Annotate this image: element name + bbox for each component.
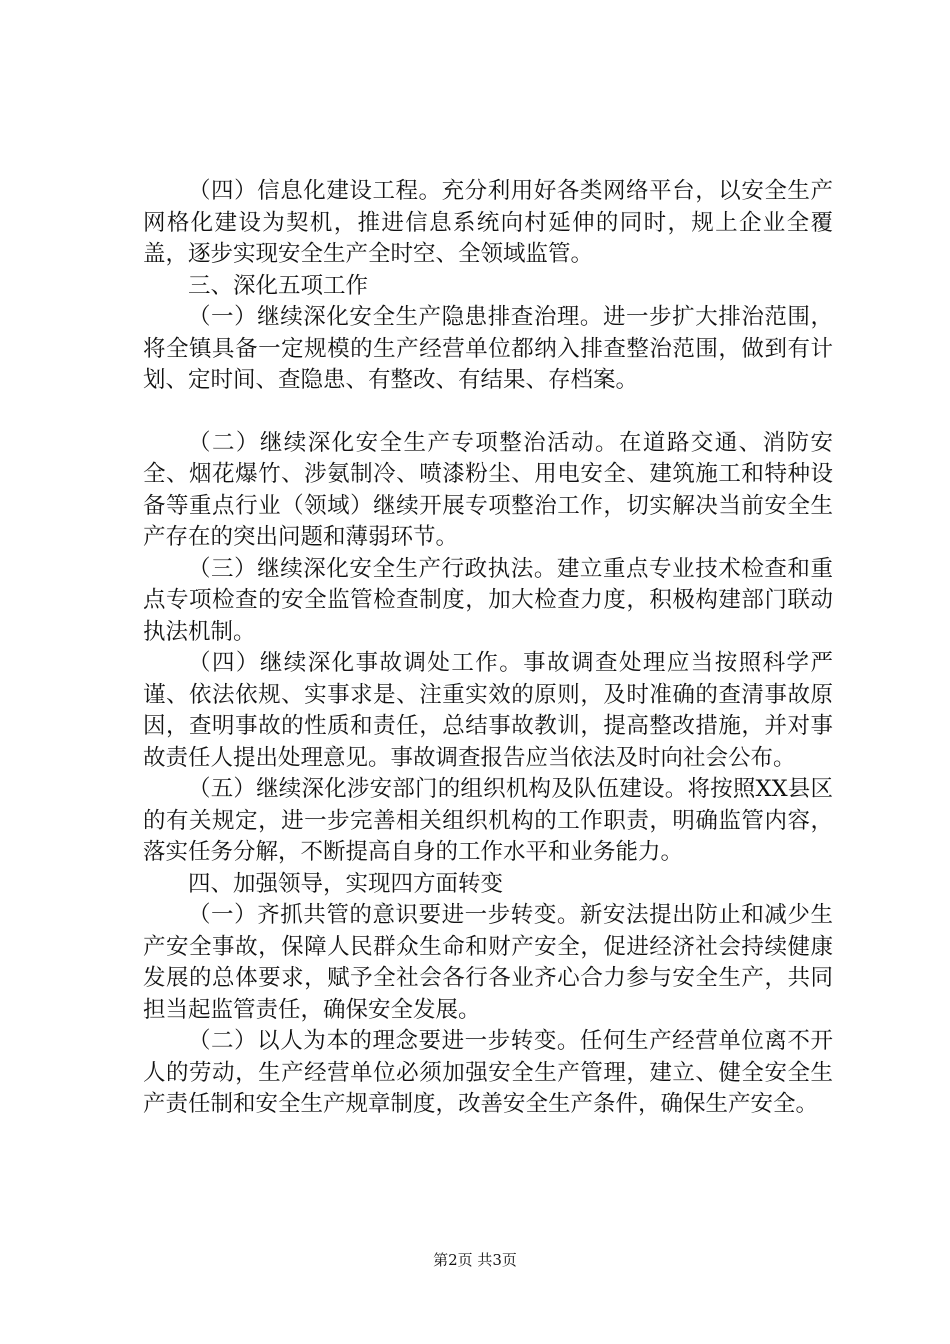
paragraph-people-oriented: （二）以人为本的理念要进一步转变。任何生产经营单位离不开人的劳动，生产经营单位必须加强安全生产管理，建立、健全安全生产责任制和安全生产规章制度，改善安全生产条件，确保生产安全。	[143, 1028, 833, 1117]
paragraph-hazard-inspection: （一）继续深化安全生产隐患排查治理。进一步扩大排治范围，将全镇具备一定规模的生产经营单位都纳入排查整治范围，做到有计划、定时间、查隐患、有整改、有结果、存档案。	[143, 304, 833, 393]
page-footer: 第2页 共3页	[433, 1251, 517, 1269]
paragraph-special-rectification: （二）继续深化安全生产专项整治活动。在道路交通、消防安全、烟花爆竹、涉氨制冷、喷漆粉尘、用电安全、建筑施工和特种设备等重点行业（领域）继续开展专项整治工作，切实解决当前安全生产存在的突出问题和薄弱环节。	[143, 429, 833, 550]
paragraph-organization-building: （五）继续深化涉安部门的组织机构及队伍建设。将按照XX县区的有关规定，进一步完善相关组织机构的工作职责，明确监管内容，落实任务分解，不断提高自身的工作水平和业务能力。	[143, 776, 833, 865]
paragraph-accident-handling: （四）继续深化事故调处工作。事故调查处理应当按照科学严谨、依法依规、实事求是、注重实效的原则，及时准确的查清事故原因，查明事故的性质和责任，总结事故教训，提高整改措施，并对事故责任人提出处理意见。事故调查报告应当依法及时向社会公布。	[143, 650, 833, 771]
document-body	[143, 176, 833, 1121]
section-heading-4: 四、加强领导，实现四方面转变	[188, 870, 504, 897]
paragraph-joint-management: （一）齐抓共管的意识要进一步转变。新安法提出防止和减少生产安全事故，保障人民群众生命和财产安全，促进经济社会持续健康发展的总体要求，赋予全社会各行各业齐心合力参与安全生产，共同担当起监管责任，确保安全发展。	[143, 902, 833, 1023]
paragraph-info-construction: （四）信息化建设工程。充分利用好各类网络平台，以安全生产网格化建设为契机，推进信息系统向村延伸的同时，规上企业全覆盖，逐步实现安全生产全时空、全领域监管。	[143, 178, 833, 267]
section-heading-3: 三、深化五项工作	[188, 272, 369, 299]
paragraph-administrative-enforcement: （三）继续深化安全生产行政执法。建立重点专业技术检查和重点专项检查的安全监管检查制度，加大检查力度，积极构建部门联动执法机制。	[143, 555, 833, 645]
